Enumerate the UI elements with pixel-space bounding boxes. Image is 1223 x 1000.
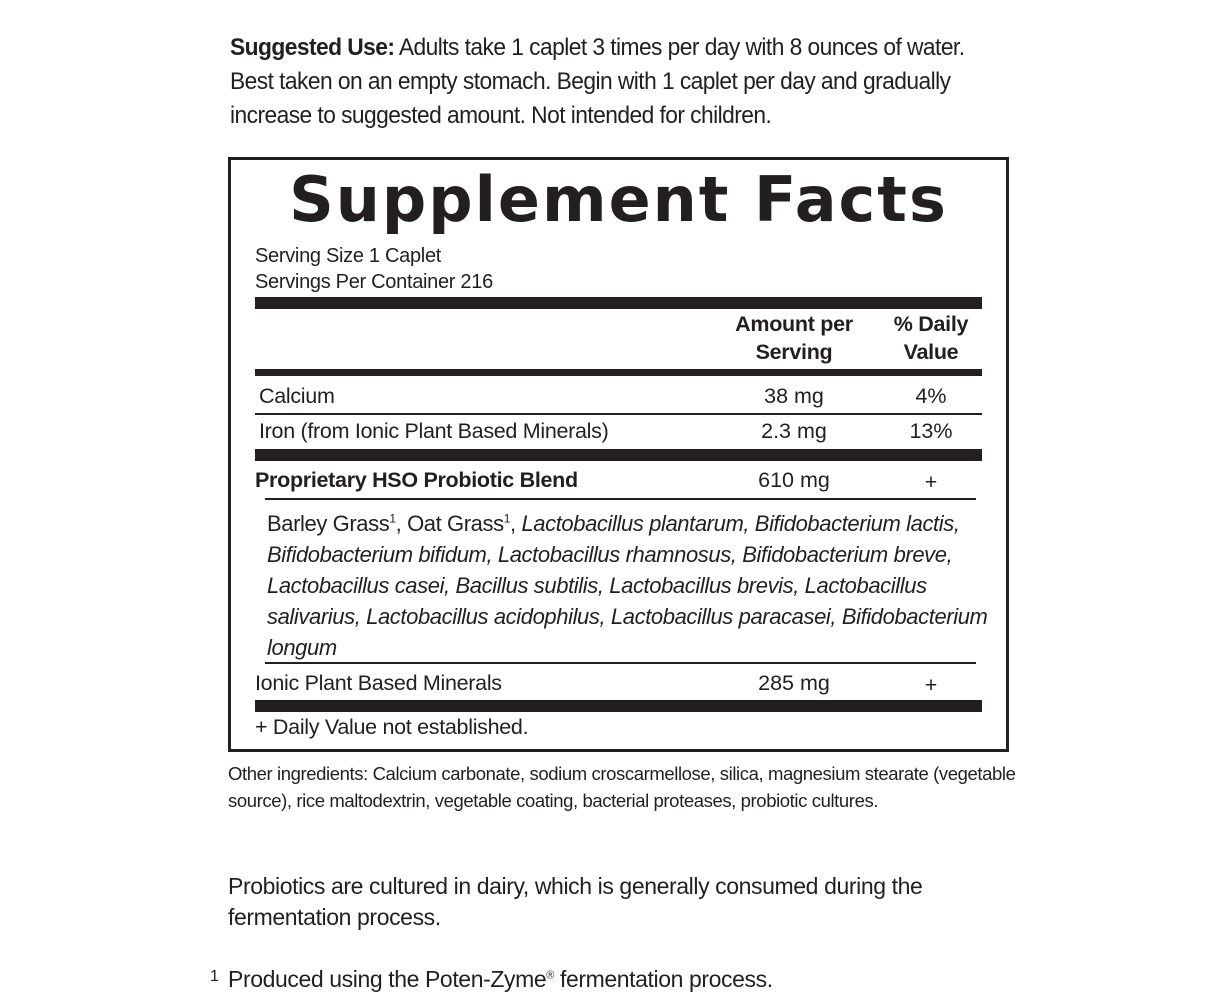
blend-oat-grass: , Oat Grass [395, 511, 504, 536]
blend-name: Proprietary HSO Probiotic Blend [255, 468, 578, 492]
footnote-marker: 1 [503, 511, 510, 526]
column-header-amount: Amount per Serving [735, 312, 853, 364]
other-ingredients: Other ingredients: Calcium carbonate, sodium croscarmellose, silica, magnesium stearate (vegetable source), rice maltodextrin, vegetable coating, bacterial proteases, probiotic cultures. [228, 763, 1016, 811]
nutrient-name-calcium: Calcium [259, 384, 335, 408]
producer-footnote [210, 961, 1010, 995]
divider-thin-inner [265, 662, 976, 664]
blend-species-list: Lactobacillus plantarum, Bifidobacterium lactis, Bifidobacterium bifidum, Lactobacillus rhamnosus, Bifidobacterium breve, Lactobacillus casei, Bacillus subtilis, Lactobacillus brevis, Lactobacillus salivarius, Lactobacillus acidophilus, Lactobacillus paracasei, Bifidobacterium longum [267, 511, 988, 660]
serving-size: Serving Size 1 Caplet [255, 245, 442, 267]
producer-text-after: fermentation process. [553, 966, 773, 992]
blend-amount: 610 mg [758, 468, 830, 492]
daily-value-footnote: + Daily Value not established. [255, 715, 529, 739]
blend-barley-grass: Barley Grass [267, 511, 390, 536]
nutrient-amount-iron: 2.3 mg [761, 419, 827, 443]
blend-dv: + [924, 470, 938, 494]
column-header-daily-value: % Daily Value [893, 312, 969, 364]
nutrient-name-iron: Iron (from Ionic Plant Based Minerals) [259, 419, 609, 443]
minerals-dv: + [924, 673, 938, 697]
footnote-marker: 1 [389, 511, 396, 526]
minerals-amount: 285 mg [758, 671, 830, 695]
minerals-name: Ionic Plant Based Minerals [255, 671, 502, 695]
divider-thick [255, 449, 982, 461]
probiotics-note: Probiotics are cultured in dairy, which is generally consumed during the fermentation process. [228, 873, 923, 930]
divider-thin [255, 413, 982, 415]
blend-ingredients [267, 508, 1007, 663]
supplement-facts-panel [228, 157, 1009, 752]
footnote-marker: 1 [210, 968, 219, 985]
facts-title: Supplement Facts [289, 163, 948, 236]
blend-separator: , [510, 511, 522, 536]
suggested-use-paragraph [230, 31, 965, 133]
registered-mark: ® [546, 969, 554, 982]
servings-per-container: Servings Per Container 216 [255, 271, 493, 293]
suggested-use-label: Suggested Use: [230, 34, 395, 61]
suggested-use-text: Adults take 1 caplet 3 times per day with 8 ounces of water. Best taken on an empty stomach. Begin with 1 caplet per day and gradually increase to suggested amount. Not intended for children. [230, 34, 965, 129]
producer-text-before: Produced using the Poten-Zyme [228, 966, 547, 992]
divider-thin-inner [265, 498, 976, 500]
divider-thick [255, 297, 982, 309]
divider-thick [255, 700, 982, 712]
divider-medium [255, 369, 982, 376]
nutrient-dv-iron: 13% [909, 419, 953, 443]
nutrient-dv-calcium: 4% [915, 384, 947, 408]
nutrient-amount-calcium: 38 mg [764, 384, 824, 408]
